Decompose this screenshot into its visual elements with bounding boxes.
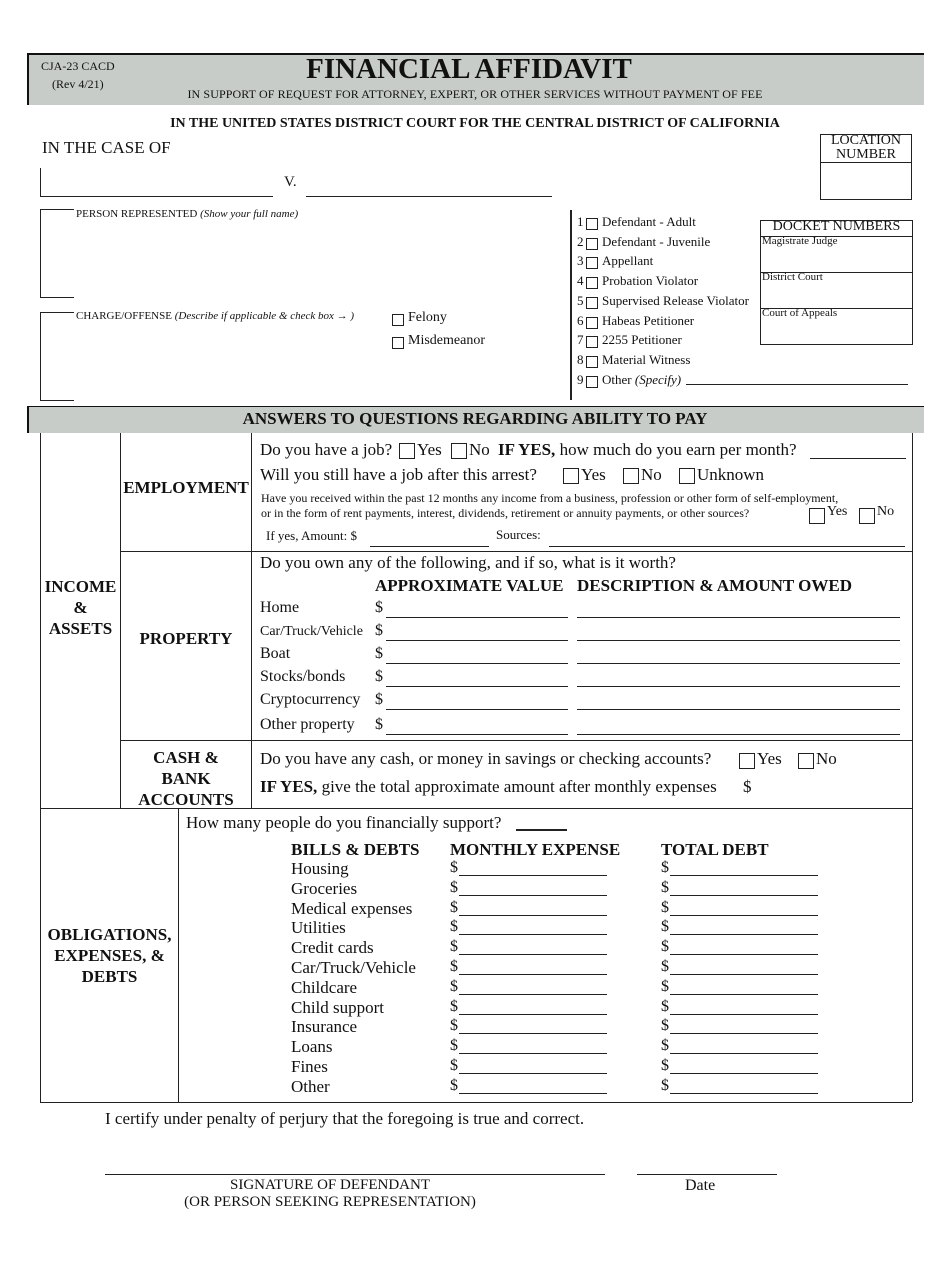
obligations-divider	[178, 808, 179, 1102]
q-still-job: Will you still have a job after this arrest?	[260, 465, 537, 484]
bill-item-label: Utilities	[291, 918, 346, 938]
monthly-dollar: $	[450, 1076, 458, 1094]
monthly-expense-field[interactable]	[459, 1053, 607, 1054]
property-dollar: $	[375, 691, 383, 708]
bill-item-label: Child support	[291, 997, 385, 1017]
q-property: Do you own any of the following, and if so, what is it worth?	[260, 553, 676, 572]
bill-item-label: Housing	[291, 859, 349, 878]
date-field[interactable]	[637, 1174, 777, 1175]
q-job: Do you have a job?	[260, 440, 393, 459]
person-type-label: Probation Violator	[602, 273, 699, 289]
property-item-label: Stocks/bonds	[260, 668, 346, 685]
property-item-label: Other property	[260, 716, 355, 733]
person-type-checkbox[interactable]	[586, 238, 598, 250]
monthly-dollar: $	[450, 1057, 458, 1074]
bill-item-label: Credit cards	[291, 938, 374, 958]
cash-yes-checkbox[interactable]	[739, 753, 755, 769]
person-type-label: Other (Specify)	[602, 371, 682, 387]
property-desc-field[interactable]	[577, 734, 900, 735]
property-value-field[interactable]	[386, 617, 568, 618]
col-total: TOTAL DEBT	[661, 840, 769, 859]
property-dollar: $	[375, 668, 383, 685]
person-type-number: 9	[577, 371, 584, 387]
property-desc-field[interactable]	[577, 709, 900, 710]
person-type-divider	[570, 210, 572, 400]
charge-bracket-bottom	[40, 400, 74, 401]
employment-label: EMPLOYMENT	[123, 478, 249, 497]
person-type-number: 2	[577, 233, 584, 249]
property-item-label: Car/Truck/Vehicle	[260, 624, 363, 639]
job-no-label: No	[469, 440, 490, 459]
total-expense-field[interactable]	[670, 875, 818, 876]
sources-label: Sources:	[496, 527, 541, 542]
amount-field[interactable]	[370, 546, 489, 547]
bill-item-label: Car/Truck/Vehicle	[291, 958, 416, 977]
other-specify-note: (Specify)	[634, 371, 682, 387]
person-type-number: 5	[577, 292, 584, 308]
if-yes-amount-label: If yes, Amount: $	[266, 528, 357, 543]
monthly-expense-field[interactable]	[459, 915, 607, 916]
property-bottom	[120, 740, 912, 741]
monthly-dollar: $	[450, 878, 458, 896]
total-dollar: $	[661, 1017, 669, 1035]
col-value: APPROXIMATE VALUE	[375, 576, 564, 595]
monthly-dollar: $	[450, 997, 458, 1015]
total-expense-field[interactable]	[670, 1093, 818, 1094]
monthly-dollar: $	[450, 938, 458, 956]
bill-item-label: Medical expenses	[291, 898, 413, 918]
bill-item-label: Other	[291, 1076, 330, 1096]
q-support: How many people do you financially support?	[186, 813, 502, 832]
total-dollar: $	[661, 918, 669, 936]
person-type-number: 1	[577, 214, 584, 229]
person-type-label: Appellant	[602, 253, 654, 269]
person-type-label: Habeas Petitioner	[602, 312, 695, 328]
total-expense-field[interactable]	[670, 1073, 818, 1074]
monthly-dollar: $	[450, 958, 458, 975]
monthly-dollar: $	[450, 1037, 458, 1055]
job-no-checkbox[interactable]	[451, 443, 467, 459]
form-title: FINANCIAL AFFIDAVIT	[306, 53, 632, 85]
person-type-number: 7	[577, 332, 584, 348]
monthly-dollar: $	[450, 918, 458, 936]
cash-amount-dollar: $	[743, 777, 752, 796]
property-dollar: $	[375, 599, 383, 616]
cash-no-checkbox[interactable]	[798, 753, 814, 769]
total-dollar: $	[661, 1037, 669, 1055]
table-bottom	[40, 1102, 912, 1103]
section-col-divider	[251, 433, 252, 808]
bill-item-label: Groceries	[291, 878, 358, 898]
obligations-label: OBLIGATIONS, EXPENSES, & DEBTS	[47, 925, 172, 986]
table-left-border	[40, 433, 41, 1102]
total-dollar: $	[661, 977, 669, 995]
employment-bottom	[120, 551, 912, 552]
misdemeanor-label: Misdemeanor	[408, 333, 485, 348]
total-expense-field[interactable]	[670, 895, 818, 896]
total-expense-field[interactable]	[670, 994, 818, 995]
total-dollar: $	[661, 1057, 669, 1074]
total-expense-field[interactable]	[670, 1033, 818, 1034]
person-type-label: Supervised Release Violator	[602, 292, 749, 308]
person-represented-label: PERSON REPRESENTED (Show your full name)	[76, 208, 299, 220]
monthly-expense-field[interactable]	[459, 954, 607, 955]
defendant-field[interactable]	[306, 196, 552, 197]
felony-checkbox[interactable]	[392, 314, 404, 326]
property-dollar: $	[375, 645, 383, 662]
still-unknown-label: Unknown	[697, 465, 765, 484]
total-dollar: $	[661, 898, 669, 916]
property-value-field[interactable]	[386, 663, 568, 664]
form-rev: (Rev 4/21)	[52, 77, 104, 91]
form-subtitle: IN SUPPORT OF REQUEST FOR ATTORNEY, EXPERT, OR OTHER SERVICES WITHOUT PAYMENT OF FEE	[187, 87, 763, 101]
property-value-field[interactable]	[386, 734, 568, 735]
form-id: CJA-23 CACD	[41, 59, 115, 73]
person-type-label: Material Witness	[602, 351, 691, 367]
monthly-expense-field[interactable]	[459, 994, 607, 995]
court-name: IN THE UNITED STATES DISTRICT COURT FOR THE CENTRAL DISTRICT OF CALIFORNIA	[170, 116, 780, 131]
property-dollar: $	[375, 622, 383, 639]
charge-bracket-top	[40, 312, 74, 313]
total-expense-field[interactable]	[670, 1014, 818, 1015]
total-expense-field[interactable]	[670, 954, 818, 955]
still-no-label: No	[641, 465, 662, 484]
bill-item-label: Insurance	[291, 1017, 358, 1037]
bill-item-label: Loans	[291, 1037, 333, 1057]
person-type-checkbox[interactable]	[586, 297, 598, 309]
cash-bank-label: CASH & BANK ACCOUNTS	[138, 748, 234, 809]
total-dollar: $	[661, 958, 669, 975]
q-self-line-2: or in the form of rent payments, interest, dividends, retirement or annuity payments, or other sources?	[261, 506, 750, 520]
person-type-label: Defendant - Adult	[602, 214, 696, 229]
versus-label: V.	[284, 174, 297, 190]
q-cash: Do you have any cash, or money in savings or checking accounts?	[260, 749, 712, 768]
case-label: IN THE CASE OF	[42, 138, 171, 157]
date-label: Date	[685, 1177, 716, 1194]
total-dollar: $	[661, 938, 669, 956]
charge-label: CHARGE/OFFENSE (Describe if applicable & check box → )	[76, 310, 355, 322]
monthly-expense-field[interactable]	[459, 1073, 607, 1074]
monthly-expense-field[interactable]	[459, 1014, 607, 1015]
person-type-label: Defendant - Juvenile	[602, 233, 711, 249]
total-dollar: $	[661, 859, 669, 876]
property-item-label: Home	[260, 599, 300, 616]
bill-item-label: Fines	[291, 1057, 328, 1076]
q-self-line-1: Have you received within the past 12 months any income from a business, profession or other form of self-employment,	[261, 491, 839, 505]
location-divider	[820, 162, 912, 163]
total-expense-field[interactable]	[670, 915, 818, 916]
cash-no-label: No	[816, 749, 837, 768]
person-type-checkbox[interactable]	[586, 336, 598, 348]
other-specify-field[interactable]	[686, 384, 908, 385]
person-type-checkbox[interactable]	[586, 376, 598, 388]
col-bills: BILLS & DEBTS	[291, 840, 420, 859]
col-monthly: MONTHLY EXPENSE	[450, 840, 621, 859]
magistrate-label: Magistrate Judge	[762, 235, 838, 247]
person-bracket-top	[40, 209, 74, 210]
self-yes-checkbox[interactable]	[809, 508, 825, 524]
person-type-label: 2255 Petitioner	[602, 332, 682, 348]
monthly-dollar: $	[450, 977, 458, 995]
total-expense-field[interactable]	[670, 974, 818, 975]
monthly-expense-field[interactable]	[459, 934, 607, 935]
person-bracket-bottom	[40, 297, 74, 298]
support-field[interactable]	[516, 829, 567, 831]
total-expense-field[interactable]	[670, 1053, 818, 1054]
monthly-dollar: $	[450, 859, 458, 876]
monthly-expense-field[interactable]	[459, 974, 607, 975]
self-no-label: No	[877, 504, 895, 519]
cash-yes-label: Yes	[757, 749, 782, 768]
bill-item-label: Childcare	[291, 977, 358, 997]
misdemeanor-checkbox[interactable]	[392, 337, 404, 349]
still-unknown-checkbox[interactable]	[679, 468, 695, 484]
person-type-checkbox[interactable]	[586, 356, 598, 368]
certify-text: I certify under penalty of perjury that the foregoing is true and correct.	[105, 1109, 585, 1128]
total-expense-field[interactable]	[670, 934, 818, 935]
monthly-expense-field[interactable]	[459, 875, 607, 876]
property-label: PROPERTY	[139, 629, 233, 648]
appeals-label: Court of Appeals	[762, 307, 838, 319]
job-yes-checkbox[interactable]	[399, 443, 415, 459]
monthly-expense-field[interactable]	[459, 1093, 607, 1094]
self-yes-label: Yes	[827, 504, 848, 519]
total-dollar: $	[661, 997, 669, 1015]
property-value-field[interactable]	[386, 640, 568, 641]
total-dollar: $	[661, 878, 669, 896]
signature-label: SIGNATURE OF DEFENDANT (OR PERSON SEEKING REPRESENTATION)	[184, 1177, 476, 1210]
q-cash-amount: IF YES, give the total approximate amount after monthly expenses	[260, 777, 717, 796]
still-yes-checkbox[interactable]	[563, 468, 579, 484]
table-right-border	[912, 433, 913, 1102]
person-type-number: 3	[577, 253, 584, 269]
total-dollar: $	[661, 1076, 669, 1094]
income-assets-label: INCOME & ASSETS	[44, 577, 117, 638]
location-label: LOCATION NUMBER	[831, 133, 901, 162]
plaintiff-field[interactable]	[40, 196, 273, 197]
person-type-checkbox[interactable]	[586, 257, 598, 269]
person-type-checkbox[interactable]	[586, 218, 598, 230]
property-item-label: Boat	[260, 645, 291, 662]
job-yes-label: Yes	[417, 440, 442, 459]
earn-field[interactable]	[810, 458, 906, 459]
person-type-number: 6	[577, 312, 584, 328]
property-item-label: Cryptocurrency	[260, 691, 361, 708]
property-desc-field[interactable]	[577, 686, 900, 687]
still-no-checkbox[interactable]	[623, 468, 639, 484]
docket-title: DOCKET NUMBERS	[772, 219, 901, 234]
sources-field[interactable]	[549, 546, 905, 547]
property-dollar: $	[375, 716, 383, 733]
person-bracket	[40, 209, 41, 297]
monthly-dollar: $	[450, 1017, 458, 1035]
charge-bracket	[40, 312, 41, 400]
monthly-expense-field[interactable]	[459, 1033, 607, 1034]
property-desc-field[interactable]	[577, 640, 900, 641]
person-type-number: 4	[577, 273, 584, 289]
property-value-field[interactable]	[386, 709, 568, 710]
self-no-checkbox[interactable]	[859, 508, 875, 524]
still-yes-label: Yes	[581, 465, 606, 484]
property-desc-field[interactable]	[577, 663, 900, 664]
monthly-expense-field[interactable]	[459, 895, 607, 896]
q-earn: IF YES, how much do you earn per month?	[498, 440, 797, 459]
district-label: District Court	[762, 271, 823, 283]
property-desc-field[interactable]	[577, 617, 900, 618]
felony-label: Felony	[408, 310, 447, 325]
property-value-field[interactable]	[386, 686, 568, 687]
col-desc: DESCRIPTION & AMOUNT OWED	[577, 576, 853, 595]
signature-field[interactable]	[105, 1174, 605, 1175]
answers-title: ANSWERS TO QUESTIONS REGARDING ABILITY TO PAY	[242, 409, 708, 428]
person-type-checkbox[interactable]	[586, 317, 598, 329]
person-type-number: 8	[577, 351, 584, 367]
person-type-checkbox[interactable]	[586, 277, 598, 289]
case-field-bracket	[40, 168, 41, 196]
monthly-dollar: $	[450, 898, 458, 916]
